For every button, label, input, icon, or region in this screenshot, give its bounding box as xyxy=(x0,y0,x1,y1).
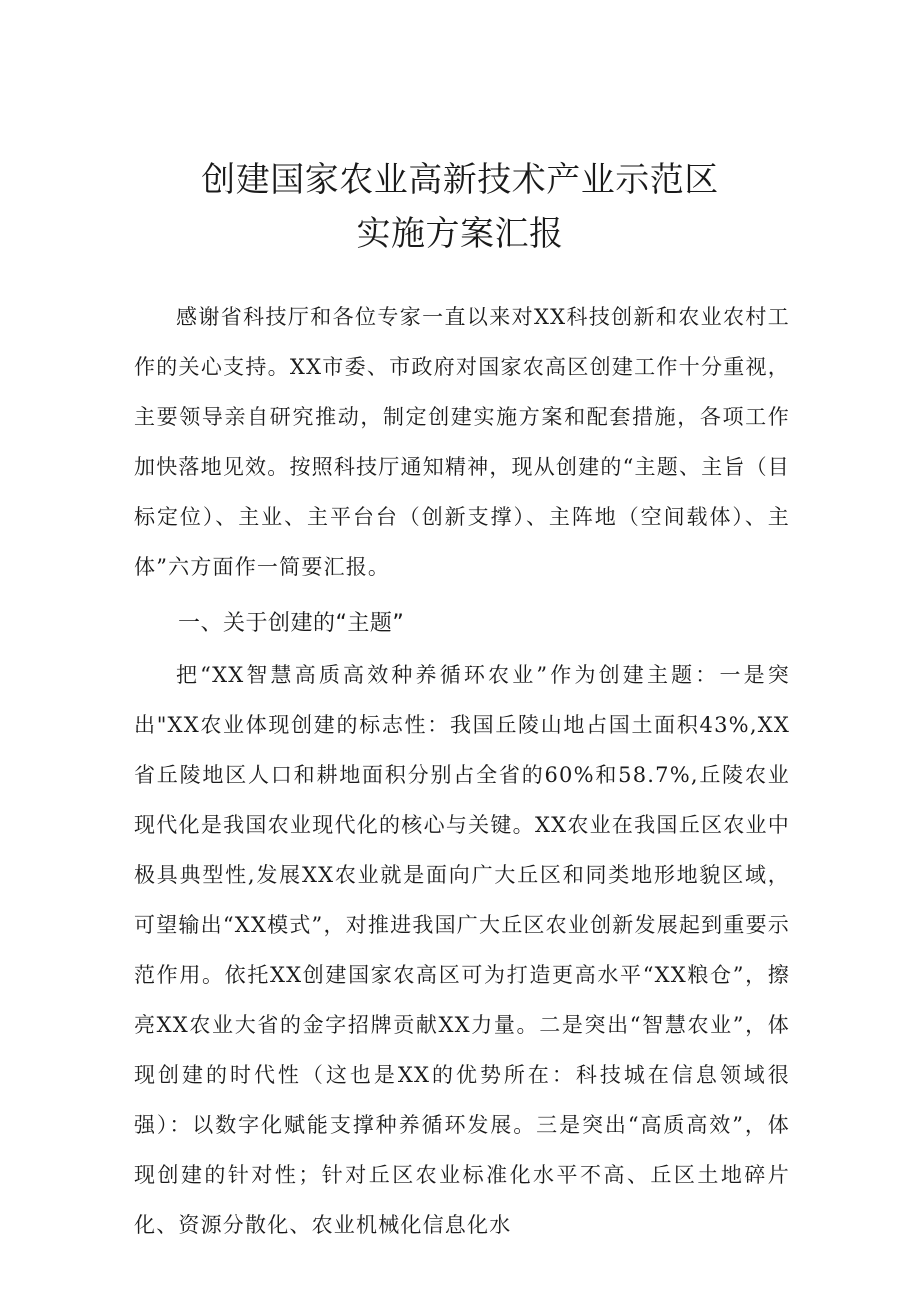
document-subtitle: 实施方案汇报 xyxy=(356,214,564,254)
document-title: 创建国家农业高新技术产业示范区 xyxy=(201,160,719,200)
section-paragraph: 把“XX智慧高质高效种养循环农业”作为创建主题：一是突出"XX农业体现创建的标志性：我国丘陵山地占国土面积43%,XX省丘陵地区人口和耕地面积分别占全省的60%和58.7%,丘陵农业现代化是我国农业现代化的核心与关键。XX农业在我国丘区农业中极具典型性,发展XX农业就是面向广大丘区和同类地形地貌区域，可望输出“XX模式”，对推进我国广大丘区农业创新发展起到重要示范作用。依托XX创建国家农高区可为打造更高水平“XX粮仓”，擦亮XX农业大省的金字招牌贡献XX力量。二是突出“智慧农业”，体现创建的时代性（这也是XX的优势所在：科技城在信息领域很强）：以数字化赋能支撑种养循环发展。三是突出“高质高效”，体现创建的针对性；针对丘区农业标准化水平不高、丘区土地碎片化、资源分散化、农业机械化信息化水 xyxy=(134,663,790,1237)
intro-paragraph: 感谢省科技厅和各位专家一直以来对XX科技创新和农业农村工作的关心支持。XX市委、市政府对国家农高区创建工作十分重视，主要领导亲自研究推动，制定创建实施方案和配套措施，各项工作加快落地见效。按照科技厅通知精神，现从创建的“主题、主旨（目标定位）、主业、主平台台（创新支撑）、主阵地（空间载体）、主体”六方面作一简要汇报。 xyxy=(134,305,790,579)
section-heading: 一、关于创建的“主题” xyxy=(178,611,405,636)
